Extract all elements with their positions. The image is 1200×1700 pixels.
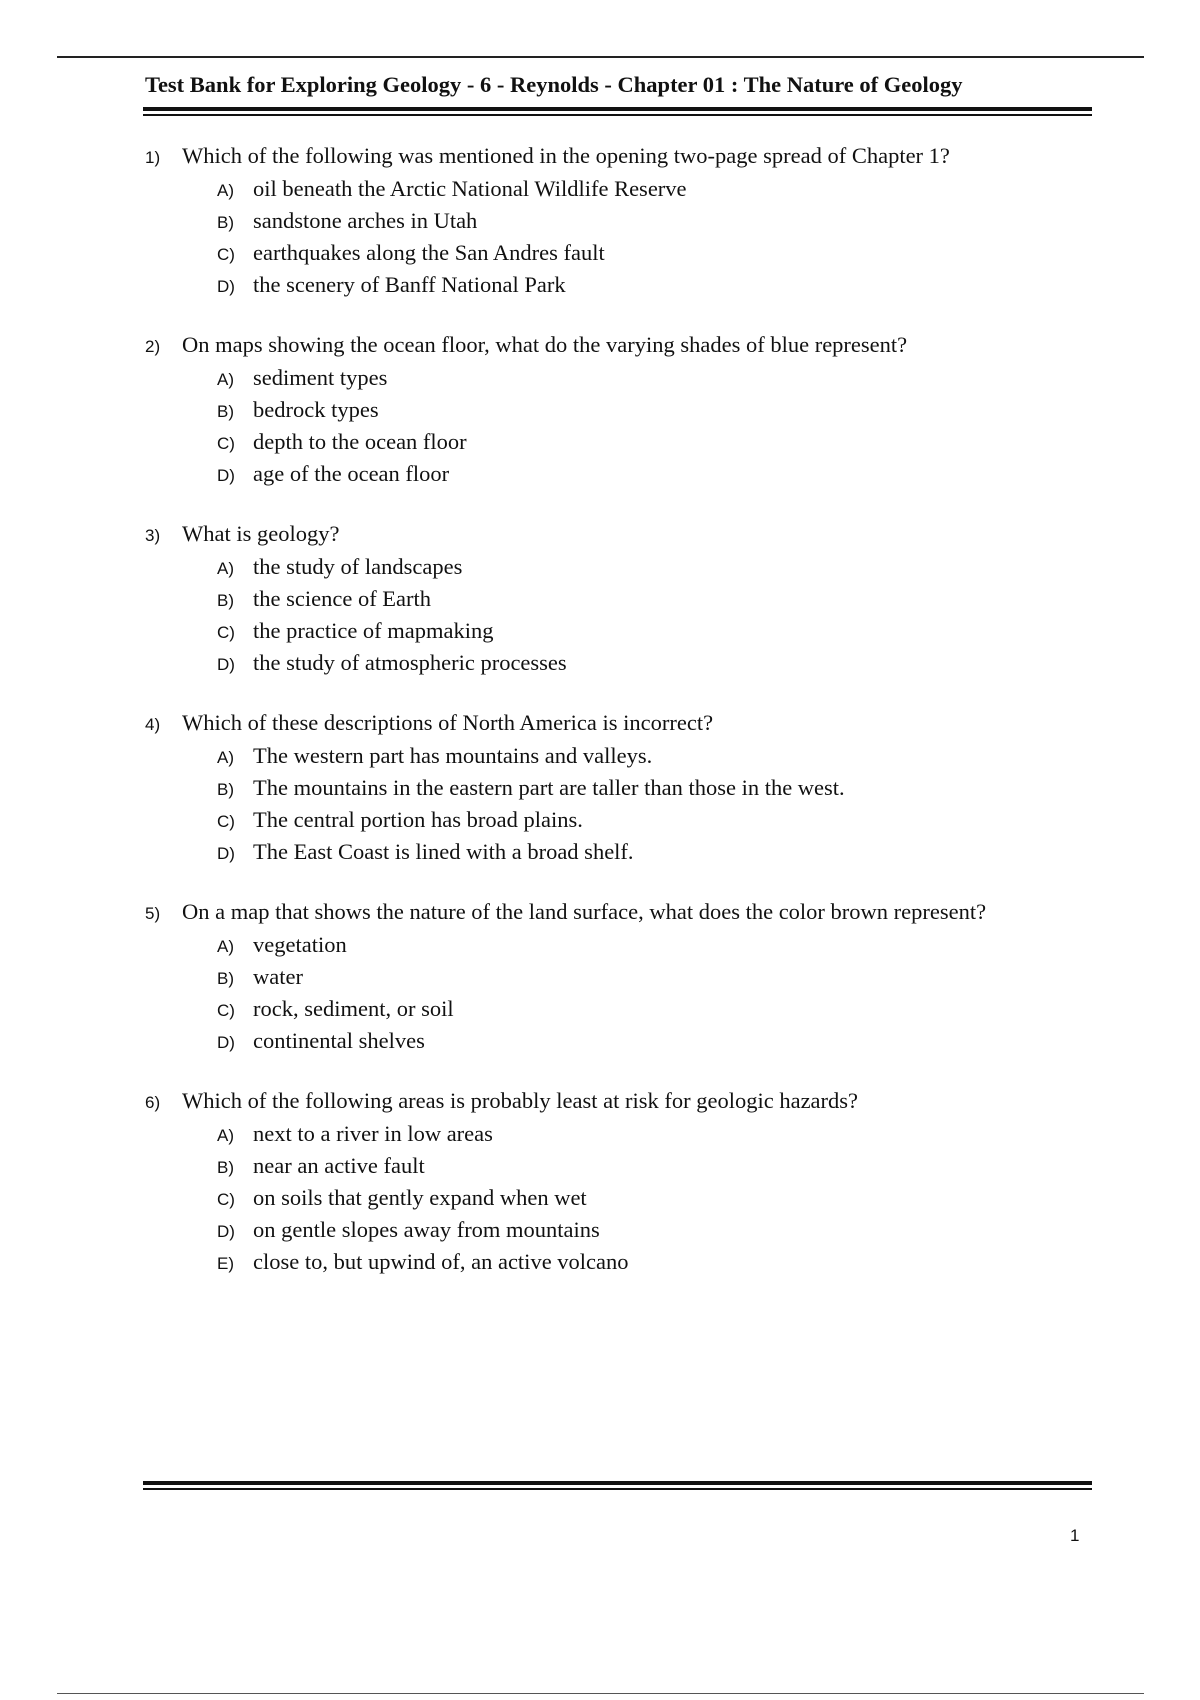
question-text: On maps showing the ocean floor, what do the varying shades of blue represent? bbox=[182, 332, 908, 357]
question-number: 3) bbox=[145, 526, 161, 545]
option-text: the study of landscapes bbox=[253, 554, 463, 579]
question-number: 2) bbox=[145, 337, 161, 356]
answer-option bbox=[217, 240, 1105, 272]
option-letter: E) bbox=[217, 1254, 234, 1273]
option-letter: B) bbox=[217, 969, 234, 988]
option-text: the practice of mapmaking bbox=[253, 618, 494, 643]
footer-rule-thick-line bbox=[143, 1481, 1092, 1485]
answer-option bbox=[217, 932, 1105, 964]
option-text: next to a river in low areas bbox=[253, 1121, 493, 1146]
question-number: 6) bbox=[145, 1093, 161, 1112]
answer-option bbox=[217, 208, 1105, 240]
option-letter: C) bbox=[217, 245, 235, 264]
question-2-line bbox=[145, 332, 1105, 365]
question-text: On a map that shows the nature of the land surface, what does the color brown represent? bbox=[182, 899, 987, 924]
option-text: The central portion has broad plains. bbox=[253, 807, 583, 832]
option-letter: B) bbox=[217, 591, 234, 610]
question-6-line bbox=[145, 1088, 1105, 1121]
option-text: vegetation bbox=[253, 932, 347, 957]
option-text: sediment types bbox=[253, 365, 388, 390]
answer-option bbox=[217, 1249, 1105, 1281]
answer-option bbox=[217, 397, 1105, 429]
option-text: The mountains in the eastern part are taller than those in the west. bbox=[253, 775, 845, 800]
question-4-line bbox=[145, 710, 1105, 743]
question-5-line bbox=[145, 899, 1105, 932]
option-text: bedrock types bbox=[253, 397, 379, 422]
answer-option bbox=[217, 586, 1105, 618]
option-letter: A) bbox=[217, 181, 234, 200]
header-rule-thin-line bbox=[143, 114, 1092, 116]
answer-option bbox=[217, 365, 1105, 397]
question-number: 5) bbox=[145, 904, 161, 923]
option-text: water bbox=[253, 964, 303, 989]
answer-option bbox=[217, 461, 1105, 493]
answer-option bbox=[217, 429, 1105, 461]
answer-option bbox=[217, 1121, 1105, 1153]
option-letter: A) bbox=[217, 370, 234, 389]
option-letter: B) bbox=[217, 213, 234, 232]
option-letter: A) bbox=[217, 748, 234, 767]
option-text: The western part has mountains and valleys. bbox=[253, 743, 653, 768]
option-letter: D) bbox=[217, 1033, 235, 1052]
question-1 bbox=[145, 143, 1105, 304]
option-letter: A) bbox=[217, 1126, 234, 1145]
option-letter: D) bbox=[217, 466, 235, 485]
footer-rule-thin-line bbox=[143, 1488, 1092, 1490]
answer-option bbox=[217, 1185, 1105, 1217]
question-text: Which of these descriptions of North America is incorrect? bbox=[182, 710, 714, 735]
option-letter: C) bbox=[217, 623, 235, 642]
question-6 bbox=[145, 1088, 1105, 1281]
question-2 bbox=[145, 332, 1105, 493]
question-list bbox=[145, 143, 1105, 1309]
option-letter: B) bbox=[217, 402, 234, 421]
answer-options bbox=[145, 554, 1105, 682]
option-text: on gentle slopes away from mountains bbox=[253, 1217, 600, 1242]
option-text: on soils that gently expand when wet bbox=[253, 1185, 587, 1210]
footer-double-rule bbox=[143, 1481, 1092, 1493]
bottom-page-border bbox=[57, 1693, 1144, 1694]
page-number: 1 bbox=[1070, 1526, 1080, 1545]
answer-options bbox=[145, 176, 1105, 304]
option-text: close to, but upwind of, an active volcano bbox=[253, 1249, 629, 1274]
option-letter: C) bbox=[217, 1190, 235, 1209]
option-text: the science of Earth bbox=[253, 586, 432, 611]
question-text: Which of the following was mentioned in the opening two-page spread of Chapter 1? bbox=[182, 143, 950, 168]
answer-option bbox=[217, 743, 1105, 775]
question-number: 4) bbox=[145, 715, 161, 734]
question-text: Which of the following areas is probably least at risk for geologic hazards? bbox=[182, 1088, 859, 1113]
answer-option bbox=[217, 272, 1105, 304]
question-3-line bbox=[145, 521, 1105, 554]
header-rule-thick-line bbox=[143, 107, 1092, 111]
option-letter: C) bbox=[217, 434, 235, 453]
answer-option bbox=[217, 839, 1105, 871]
answer-options bbox=[145, 743, 1105, 871]
answer-option bbox=[217, 1217, 1105, 1249]
answer-options bbox=[145, 932, 1105, 1060]
question-3 bbox=[145, 521, 1105, 682]
option-letter: C) bbox=[217, 1001, 235, 1020]
option-text: sandstone arches in Utah bbox=[253, 208, 478, 233]
option-text: rock, sediment, or soil bbox=[253, 996, 454, 1021]
question-number: 1) bbox=[145, 148, 161, 167]
question-4 bbox=[145, 710, 1105, 871]
option-text: depth to the ocean floor bbox=[253, 429, 467, 454]
answer-options bbox=[145, 1121, 1105, 1281]
answer-option bbox=[217, 554, 1105, 586]
answer-option bbox=[217, 618, 1105, 650]
answer-option bbox=[217, 996, 1105, 1028]
option-text: earthquakes along the San Andres fault bbox=[253, 240, 605, 265]
option-text: The East Coast is lined with a broad shelf. bbox=[253, 839, 634, 864]
option-text: age of the ocean floor bbox=[253, 461, 450, 486]
answer-option bbox=[217, 1153, 1105, 1185]
answer-option bbox=[217, 650, 1105, 682]
option-letter: A) bbox=[217, 937, 234, 956]
header-double-rule bbox=[143, 107, 1092, 119]
question-text: What is geology? bbox=[182, 521, 340, 546]
option-letter: D) bbox=[217, 844, 235, 863]
question-5 bbox=[145, 899, 1105, 1060]
top-page-border bbox=[57, 56, 1144, 58]
answer-option bbox=[217, 964, 1105, 996]
answer-option bbox=[217, 1028, 1105, 1060]
answer-option bbox=[217, 176, 1105, 208]
option-text: near an active fault bbox=[253, 1153, 425, 1178]
option-letter: D) bbox=[217, 1222, 235, 1241]
option-text: oil beneath the Arctic National Wildlife Reserve bbox=[253, 176, 687, 201]
option-letter: D) bbox=[217, 277, 235, 296]
option-text: the scenery of Banff National Park bbox=[253, 272, 566, 297]
option-letter: B) bbox=[217, 1158, 234, 1177]
question-1-line bbox=[145, 143, 1105, 176]
answer-option bbox=[217, 775, 1105, 807]
option-letter: C) bbox=[217, 812, 235, 831]
option-text: the study of atmospheric processes bbox=[253, 650, 567, 675]
option-text: continental shelves bbox=[253, 1028, 425, 1053]
answer-options bbox=[145, 365, 1105, 493]
page-header-title: Test Bank for Exploring Geology - 6 - Reynolds - Chapter 01 : The Nature of Geology bbox=[145, 72, 963, 97]
option-letter: D) bbox=[217, 655, 235, 674]
option-letter: B) bbox=[217, 780, 234, 799]
answer-option bbox=[217, 807, 1105, 839]
option-letter: A) bbox=[217, 559, 234, 578]
